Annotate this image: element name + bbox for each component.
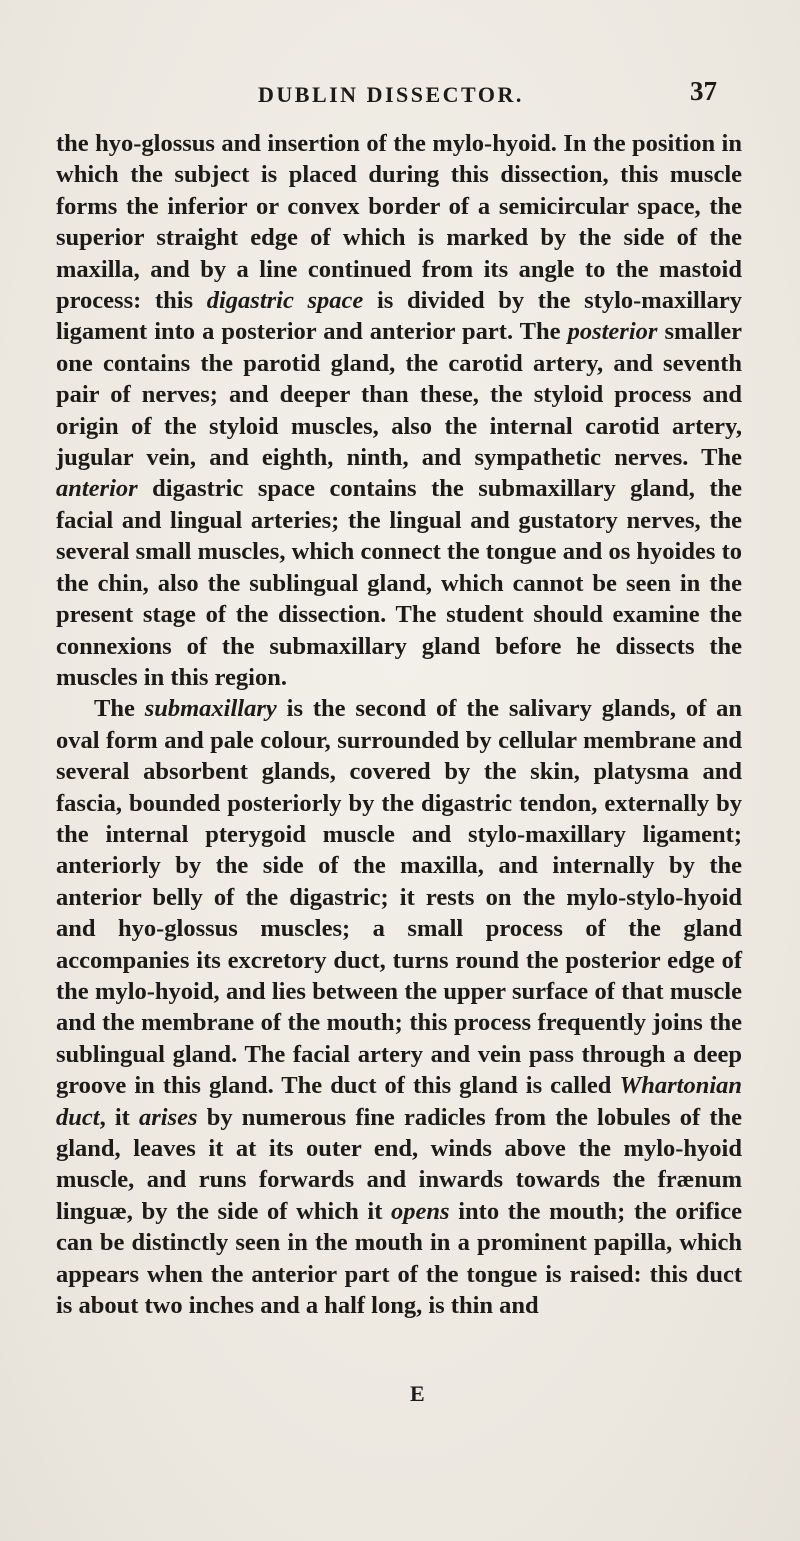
emphasis: arises: [139, 1103, 198, 1131]
text-run: by numerous fine radicles from the lobules of the gland, leaves it at its outer end, winds above the mylo-hyoid muscle, and runs forwards and inwards towards the frænum linguæ, by the side of which it: [56, 1103, 742, 1225]
signature-mark: E: [410, 1381, 425, 1406]
text-run: The: [94, 695, 145, 723]
text-run: smaller one contains the parotid gland, the carotid artery, and seventh pair of nerves; and deeper than these, the styloid process and origin of the styloid muscles, also the internal carotid artery, jugular vein, and eighth, ninth, and sympathetic nerves. The: [56, 318, 742, 472]
running-head: [0, 76, 800, 112]
emphasis: opens: [391, 1197, 450, 1225]
emphasis: Whartonian duct: [56, 1072, 742, 1131]
text-run: into the mouth; the orifice can be distinctly seen in the mouth in a prominent papilla, which appears when the anterior part of the tongue is raised: this duct is about two inches and a half long, is thin and: [56, 1197, 742, 1320]
emphasis: submaxillary: [144, 695, 277, 723]
running-title: DUBLIN DISSECTOR.: [258, 82, 524, 107]
text-run: digastric space contains the submaxillary gland, the facial and lingual arteries; the lingual and gustatory nerves, the several small muscles, which connect the tongue and os hyoides to the chin, also the sublingual gland, which cannot be seen in the present stage of the dissection. The student should examine the connexions of the submaxillary gland before he dissects the muscles in this region.: [56, 475, 742, 691]
text-run: is divided by the stylo-maxillary ligament into a posterior and anterior part. The: [56, 287, 742, 346]
text-run: , it: [99, 1103, 140, 1131]
paragraph-2: [56, 693, 742, 1321]
text-run: the hyo-glossus and insertion of the mylo-hyoid. In the position in which the subject is placed during this dissection, this muscle forms the inferior or convex border of a semicircular space, the superior straight edge of which is marked by the side of the maxilla, and by a line continued from its angle to the mastoid process: this: [56, 130, 742, 315]
emphasis: posterior: [567, 318, 658, 346]
text-run: is the second of the salivary glands, of an oval form and pale colour, surrounded by cellular membrane and several absorbent glands, covered by the skin, platysma and fascia, bounded posteriorly by the digastric tendon, externally by the internal pterygoid muscle and stylo-maxillary ligament; anteriorly by the side of the maxilla, and internally by the anterior belly of the digastric; it rests on the mylo-stylo-hyoid and hyo-glossus muscles; a small process of the gland accompanies its excretory duct, turns round the posterior edge of the mylo-hyoid, and lies between the upper surface of that muscle and the membrane of the mouth; this process frequently joins the sublingual gland. The facial artery and vein pass through a deep groove in this gland. The duct of this gland is called: [56, 695, 742, 1100]
paragraph-1: [56, 128, 742, 693]
emphasis: digastric space: [206, 287, 364, 315]
emphasis: anterior: [56, 475, 138, 503]
body-text: [56, 128, 742, 1321]
page-number: 37: [690, 76, 717, 106]
